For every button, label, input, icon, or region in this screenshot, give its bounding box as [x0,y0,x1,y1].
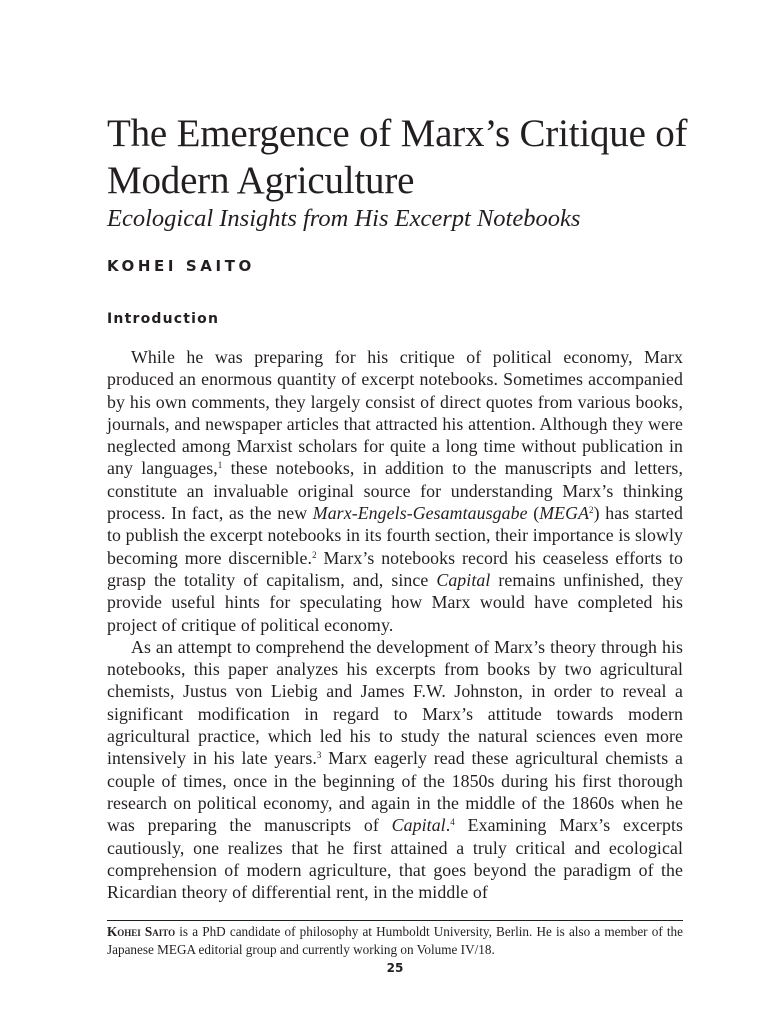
italic-title: Capital [436,569,491,590]
italic-title: Marx-Engels-Gesamtausgabe [312,503,528,524]
article-subtitle: Ecological Insights from His Excerpt Notebooks [107,205,581,232]
footnote-marker: 4 [450,817,455,828]
footnote-author-name: Kohei Saito [107,924,176,939]
author-footnote [107,923,683,959]
page-number: 25 [386,961,404,975]
text-run: ) has started to publish the excerpt notebooks in its fourth section, their importance is slowly becoming more discernible. [107,503,683,568]
text-run: these notebooks, in addition to the manuscripts and letters, constitute an invaluable original source for understanding Marx’s thinking process. In fact, as the new [107,458,683,524]
italic-title: Capital [391,815,446,836]
paragraph [107,636,683,904]
text-run: . [445,815,451,836]
text-run: ( [527,503,540,524]
footnote-text: is a PhD candidate of philosophy at Humboldt University, Berlin. He is also a member of the Japanese MEGA editorial group and currently working on Volume IV/18. [107,924,683,957]
paragraph [107,346,683,636]
italic-title: MEGA [539,503,590,524]
footnote-marker: 2 [312,549,317,560]
text-run: Examining Marx’s excerpts cautiously, one realizes that he first attained a truly critical and ecological comprehension of modern agriculture, that goes beyond the paradigm of the Ricardian theory of differential rent, in the middle of [107,815,683,903]
text-run: While he was preparing for his critique of political economy, Marx produced an enormous quantity of excerpt notebooks. Sometimes accompanied by his own comments, they largely consist of direct quotes from various books, journals, and newspaper articles that attracted his attention. Although they were neglected among Marxist scholars for quite a long time without publication in any languages, [107,347,683,479]
section-heading: Introduction [107,311,220,327]
text-run: Marx eagerly read these agricultural chemists a couple of times, once in the beginning of the 1850s during his first thorough research on political economy, and again in the middle of the 1860s when he was preparing the manuscripts of [107,748,683,836]
body-text [107,346,683,903]
text-run: remains unfinished, they provide useful hints for speculating how Marx would have completed his project of critique of political economy. [107,569,684,635]
footnote-marker: 1 [217,460,223,471]
text-run: As an attempt to comprehend the development of Marx’s theory through his notebooks, this paper analyzes his excerpts from books by two agricultural chemists, Justus von Liebig and James F.W. Johnston, in order to reveal a significant modification in regard to Marx’s attitude towards modern agricultural practice, which led his to study the natural sciences even more intensively in his late years. [107,636,683,769]
footnote-marker: 2 [589,505,594,516]
author-name: KOHEI SAITO [107,257,255,275]
text-run: Marx’s notebooks record his ceaseless efforts to grasp the totality of capitalism, and, since [107,547,683,590]
article-title: The Emergence of Marx’s Critique of Modern Agriculture [107,112,688,202]
footnote-rule [107,920,683,921]
footnote-marker: 3 [316,750,322,761]
